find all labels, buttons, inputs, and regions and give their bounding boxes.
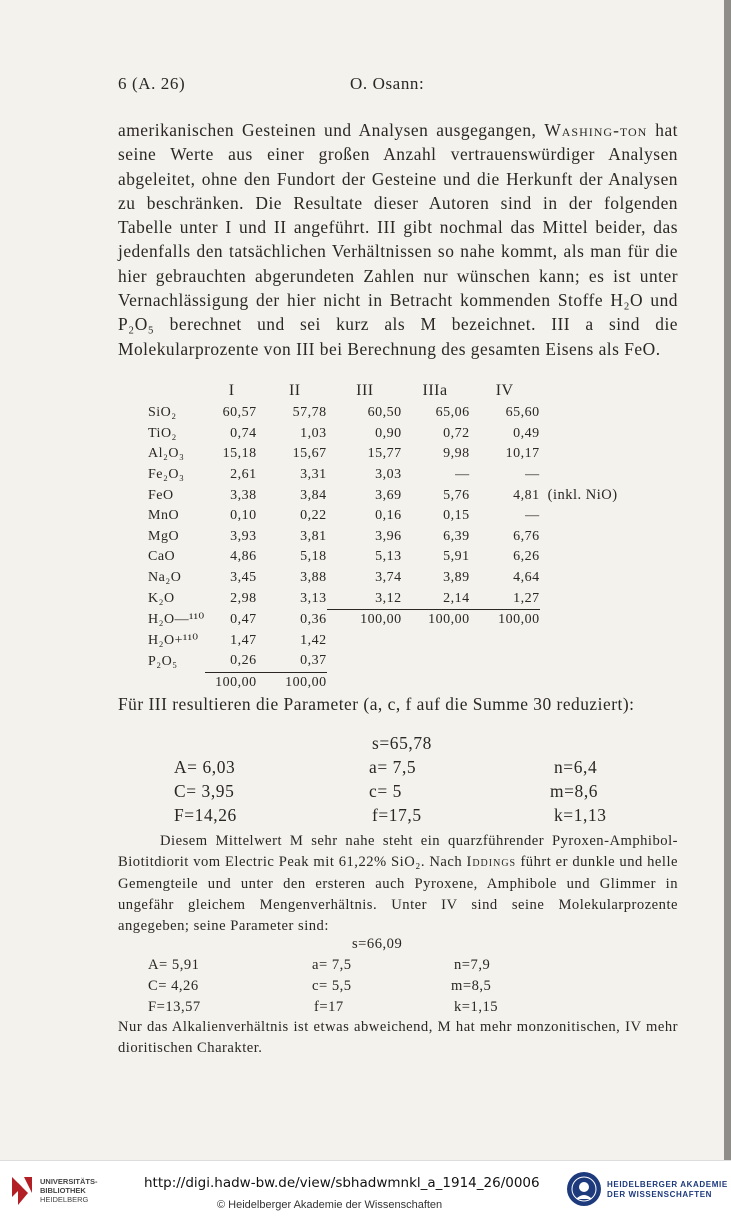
- oxide-label: TiO₂: [148, 425, 177, 441]
- table-header-row: [148, 379, 618, 403]
- table-row: [148, 424, 618, 445]
- text-run: führt er dunkle und helle Gemengteile und unter den ersteren auch Pyroxene, Amphibole und Glimmer in ungefähr gleichem Mengenverhältnis. Unter IV sind seine Molekularprozente angegeben; seine Parameter sind:: [118, 854, 678, 935]
- table-cell: 0,49: [513, 425, 540, 441]
- table-row: [148, 547, 618, 568]
- row-note: [540, 506, 618, 527]
- row-note: [540, 568, 618, 589]
- table-cell: 4,81: [513, 487, 540, 503]
- copyright-text: © Heidelberger Akademie der Wissenschaften: [217, 1199, 443, 1211]
- source-url-link[interactable]: http://digi.hadw-bw.de/view/sbhadwmnkl_a_1914_26/0006: [144, 1175, 540, 1191]
- table-row: [148, 485, 618, 506]
- col-header-IIIa: IIIa: [422, 382, 448, 399]
- running-title: O. Osann:: [350, 74, 425, 93]
- table-cell: 0,10: [230, 508, 257, 524]
- table-cell: 0,22: [300, 508, 327, 524]
- university-library-name: [40, 1177, 98, 1204]
- table-cell: 0,26: [230, 653, 257, 669]
- table-cell: 3,84: [300, 487, 327, 503]
- table-cell: 1,42: [300, 632, 327, 648]
- table-cell: 1,27: [513, 590, 540, 606]
- param2-A: A= 5,91: [148, 957, 200, 973]
- paragraph-parameters: Für III resultieren die Parameter (a, c, f auf die Summe 30 reduziert):: [118, 694, 635, 714]
- oxide-label: FeO: [148, 487, 174, 503]
- table-cell: 6,39: [443, 528, 470, 544]
- text-run: amerikanischen Gesteinen und Analysen ausgegangen,: [118, 120, 545, 140]
- academy-seal-icon: [566, 1171, 602, 1207]
- row-note: [540, 588, 618, 609]
- footer-bar: [0, 1160, 731, 1217]
- author-name-iddings: Iddings: [466, 854, 517, 871]
- table-cell: 3,31: [300, 467, 327, 483]
- param-A: A= 6,03: [174, 757, 236, 777]
- col-header-IV: IV: [495, 382, 514, 399]
- col-header-II: II: [288, 382, 301, 399]
- table-row: [148, 444, 618, 465]
- uni-line: HEIDELBERG: [40, 1195, 89, 1204]
- table-row: [148, 651, 618, 672]
- oxide-label: SiO₂: [148, 405, 177, 421]
- paragraph-iddings: [118, 831, 678, 937]
- param2-C: C= 4,26: [148, 978, 199, 994]
- table-cell: 0,72: [443, 425, 470, 441]
- col-header-I: I: [228, 382, 235, 399]
- table-cell: 15,77: [367, 446, 402, 462]
- table-cell: 57,78: [292, 405, 327, 421]
- oxide-label: H₂O—¹¹⁰: [148, 612, 205, 628]
- paragraph-intro: [118, 118, 678, 361]
- param-a: a= 7,5: [369, 757, 417, 777]
- table-cell: [470, 631, 540, 652]
- row-note: [540, 403, 618, 424]
- table-cell: 9,98: [443, 446, 470, 462]
- table-cell: —: [525, 508, 540, 524]
- table-cell: 0,47: [230, 611, 257, 627]
- oxide-label: K₂O: [148, 590, 175, 606]
- table-cell: 6,76: [513, 528, 540, 544]
- table-cell: 3,13: [300, 590, 327, 606]
- oxide-label: H₂O+¹¹⁰: [148, 633, 199, 649]
- page-number: 6 (A. 26): [118, 74, 186, 93]
- table-cell: 6,26: [513, 549, 540, 565]
- row-note: [540, 527, 618, 548]
- row-note: [540, 465, 618, 486]
- param2-c: c= 5,5: [312, 978, 352, 994]
- table-cell: 0,16: [375, 508, 402, 524]
- param2-f: f=17: [314, 999, 344, 1015]
- table-cell: 100,00: [470, 609, 540, 630]
- table-cell: —: [455, 467, 470, 483]
- table-cell: 60,57: [222, 405, 257, 421]
- table-cell: 3,96: [375, 528, 402, 544]
- table-cell: 4,86: [230, 549, 257, 565]
- paragraph-conclusion: Nur das Alkalienverhältnis ist etwas abweichend, M hat mehr monzonitischen, IV mehr dioritischen Charakter.: [118, 1019, 678, 1057]
- oxide-label: Na₂O: [148, 570, 182, 586]
- oxide-label: MgO: [148, 528, 180, 544]
- table-row: [148, 631, 618, 652]
- param2-s: s=66,09: [352, 936, 403, 952]
- table-cell: 0,90: [375, 425, 402, 441]
- table-cell: —: [525, 467, 540, 483]
- table-row: [148, 568, 618, 589]
- param2-F: F=13,57: [148, 999, 201, 1015]
- analysis-table: [148, 379, 618, 693]
- table-cell: [327, 672, 402, 693]
- oxide-label: Fe₂O₃: [148, 467, 185, 483]
- table-row: [148, 465, 618, 486]
- param-m: m=8,6: [550, 781, 599, 801]
- row-note: [540, 547, 618, 568]
- table-cell: 0,37: [300, 653, 327, 669]
- table-row: [148, 527, 618, 548]
- table-cell: 3,93: [230, 528, 257, 544]
- table-cell: 1,47: [230, 632, 257, 648]
- table-row: [148, 403, 618, 424]
- table-cell: 2,98: [230, 590, 257, 606]
- table-row: [148, 588, 618, 609]
- text-run: Diesem Mittelwert M sehr nahe steht ein quarzführender Pyroxen-Amphibol-Biotitdiorit vom Electric Peak mit 61,22% SiO₂. Nach: [118, 833, 678, 871]
- table-cell: 3,45: [230, 570, 257, 586]
- oxide-label: Al₂O₃: [148, 446, 185, 462]
- table-cell: 5,91: [443, 549, 470, 565]
- table-cell: 1,03: [300, 425, 327, 441]
- table-cell: [327, 651, 402, 672]
- table-cell: 3,69: [375, 487, 402, 503]
- table-cell: 65,06: [435, 405, 470, 421]
- table-cell: 3,12: [375, 590, 402, 606]
- table-cell: 0,15: [443, 508, 470, 524]
- table-row: [148, 506, 618, 527]
- academy-line: DER WISSENSCHAFTEN: [607, 1190, 713, 1199]
- row-note: [540, 444, 618, 465]
- table-cell: 2,14: [443, 590, 470, 606]
- table-cell: 100,00: [327, 609, 402, 630]
- table-cell: [470, 651, 540, 672]
- param-k: k=1,13: [554, 805, 607, 825]
- academy-line: HEIDELBERGER AKADEMIE: [607, 1180, 728, 1189]
- table-cell: 3,88: [300, 570, 327, 586]
- row-note: [540, 651, 618, 672]
- table-cell: 3,38: [230, 487, 257, 503]
- param2-m: m=8,5: [451, 978, 492, 994]
- table-cell: [402, 672, 470, 693]
- param-n: n=6,4: [554, 757, 598, 777]
- row-note: [540, 631, 618, 652]
- row-note: [540, 672, 618, 693]
- table-cell: 3,74: [375, 570, 402, 586]
- formula-p2o5: P₂O₅: [118, 314, 155, 335]
- author-name-washington: Washing-ton: [544, 120, 648, 140]
- table-cell: 60,50: [367, 405, 402, 421]
- table-cell: 0,74: [230, 425, 257, 441]
- uni-line: BIBLIOTHEK: [40, 1186, 86, 1195]
- table-cell: 5,18: [300, 549, 327, 565]
- col-header-III: III: [356, 382, 374, 399]
- academy-name: [607, 1180, 728, 1200]
- oxide-label: MnO: [148, 508, 180, 524]
- row-note: (inkl. NiO): [547, 487, 618, 504]
- oxide-label: CaO: [148, 549, 176, 565]
- row-note: [540, 424, 618, 445]
- table-cell: 2,61: [230, 467, 257, 483]
- page-edge: [724, 0, 731, 1160]
- table-cell: 0,36: [300, 611, 327, 627]
- table-cell: 3,81: [300, 528, 327, 544]
- table-cell: 3,89: [443, 570, 470, 586]
- table-cell: [327, 631, 402, 652]
- param-F: F=14,26: [174, 805, 237, 825]
- uni-line: UNIVERSITÄTS-: [40, 1177, 98, 1186]
- table-cell: 5,13: [375, 549, 402, 565]
- text-run: hat seine Werte aus einer großen Anzahl vertrauenswürdiger Analysen abgeleitet, ohne den Fundort der Gesteine und die Herkunft der Analysen zu beschränken. Die Resultate dieser Autoren sind in der folgenden Tabelle unter I und II angeführt. III gibt nochmal das Mittel beider, das jedenfalls den tatsächlichen Verhältnissen so nahe kommt, als man für die hier gebrauchten abgerundeten Zahlen nur wünschen kann; es ist unter Vernachlässigung der hier nicht in Betracht kommenden Stoffe: [118, 120, 679, 311]
- param-f: f=17,5: [372, 805, 422, 825]
- text-run: und: [643, 290, 678, 311]
- table-cell: [402, 631, 470, 652]
- param-c: c= 5: [369, 781, 402, 801]
- formula-h2o: H₂O: [610, 290, 644, 311]
- param-s: s=65,78: [372, 733, 432, 753]
- oxide-label: P₂O₅: [148, 653, 178, 669]
- param2-k: k=1,15: [454, 999, 499, 1015]
- param-C: C= 3,95: [174, 781, 235, 801]
- table-cell: 100,00: [205, 672, 257, 693]
- table-cell: 100,00: [402, 609, 470, 630]
- row-note: [540, 609, 618, 630]
- oxide-label: [148, 672, 205, 693]
- param2-a: a= 7,5: [312, 957, 352, 973]
- table-row: [148, 609, 618, 630]
- table-cell: 100,00: [257, 672, 327, 693]
- table-row: [148, 672, 618, 693]
- param2-n: n=7,9: [454, 957, 491, 973]
- text-run: berechnet und sei kurz als M bezeichnet. III a sind die Molekularprozente von III bei Berechnung des gesamten Eisens als FeO.: [118, 314, 678, 359]
- table-cell: [470, 672, 540, 693]
- table-cell: 10,17: [505, 446, 540, 462]
- table-cell: 15,18: [222, 446, 257, 462]
- table-cell: 5,76: [443, 487, 470, 503]
- university-library-logo-icon: [8, 1173, 36, 1209]
- table-cell: 4,64: [513, 570, 540, 586]
- table-cell: [402, 651, 470, 672]
- table-cell: 15,67: [292, 446, 327, 462]
- table-cell: 3,03: [375, 467, 402, 483]
- table-cell: 65,60: [505, 405, 540, 421]
